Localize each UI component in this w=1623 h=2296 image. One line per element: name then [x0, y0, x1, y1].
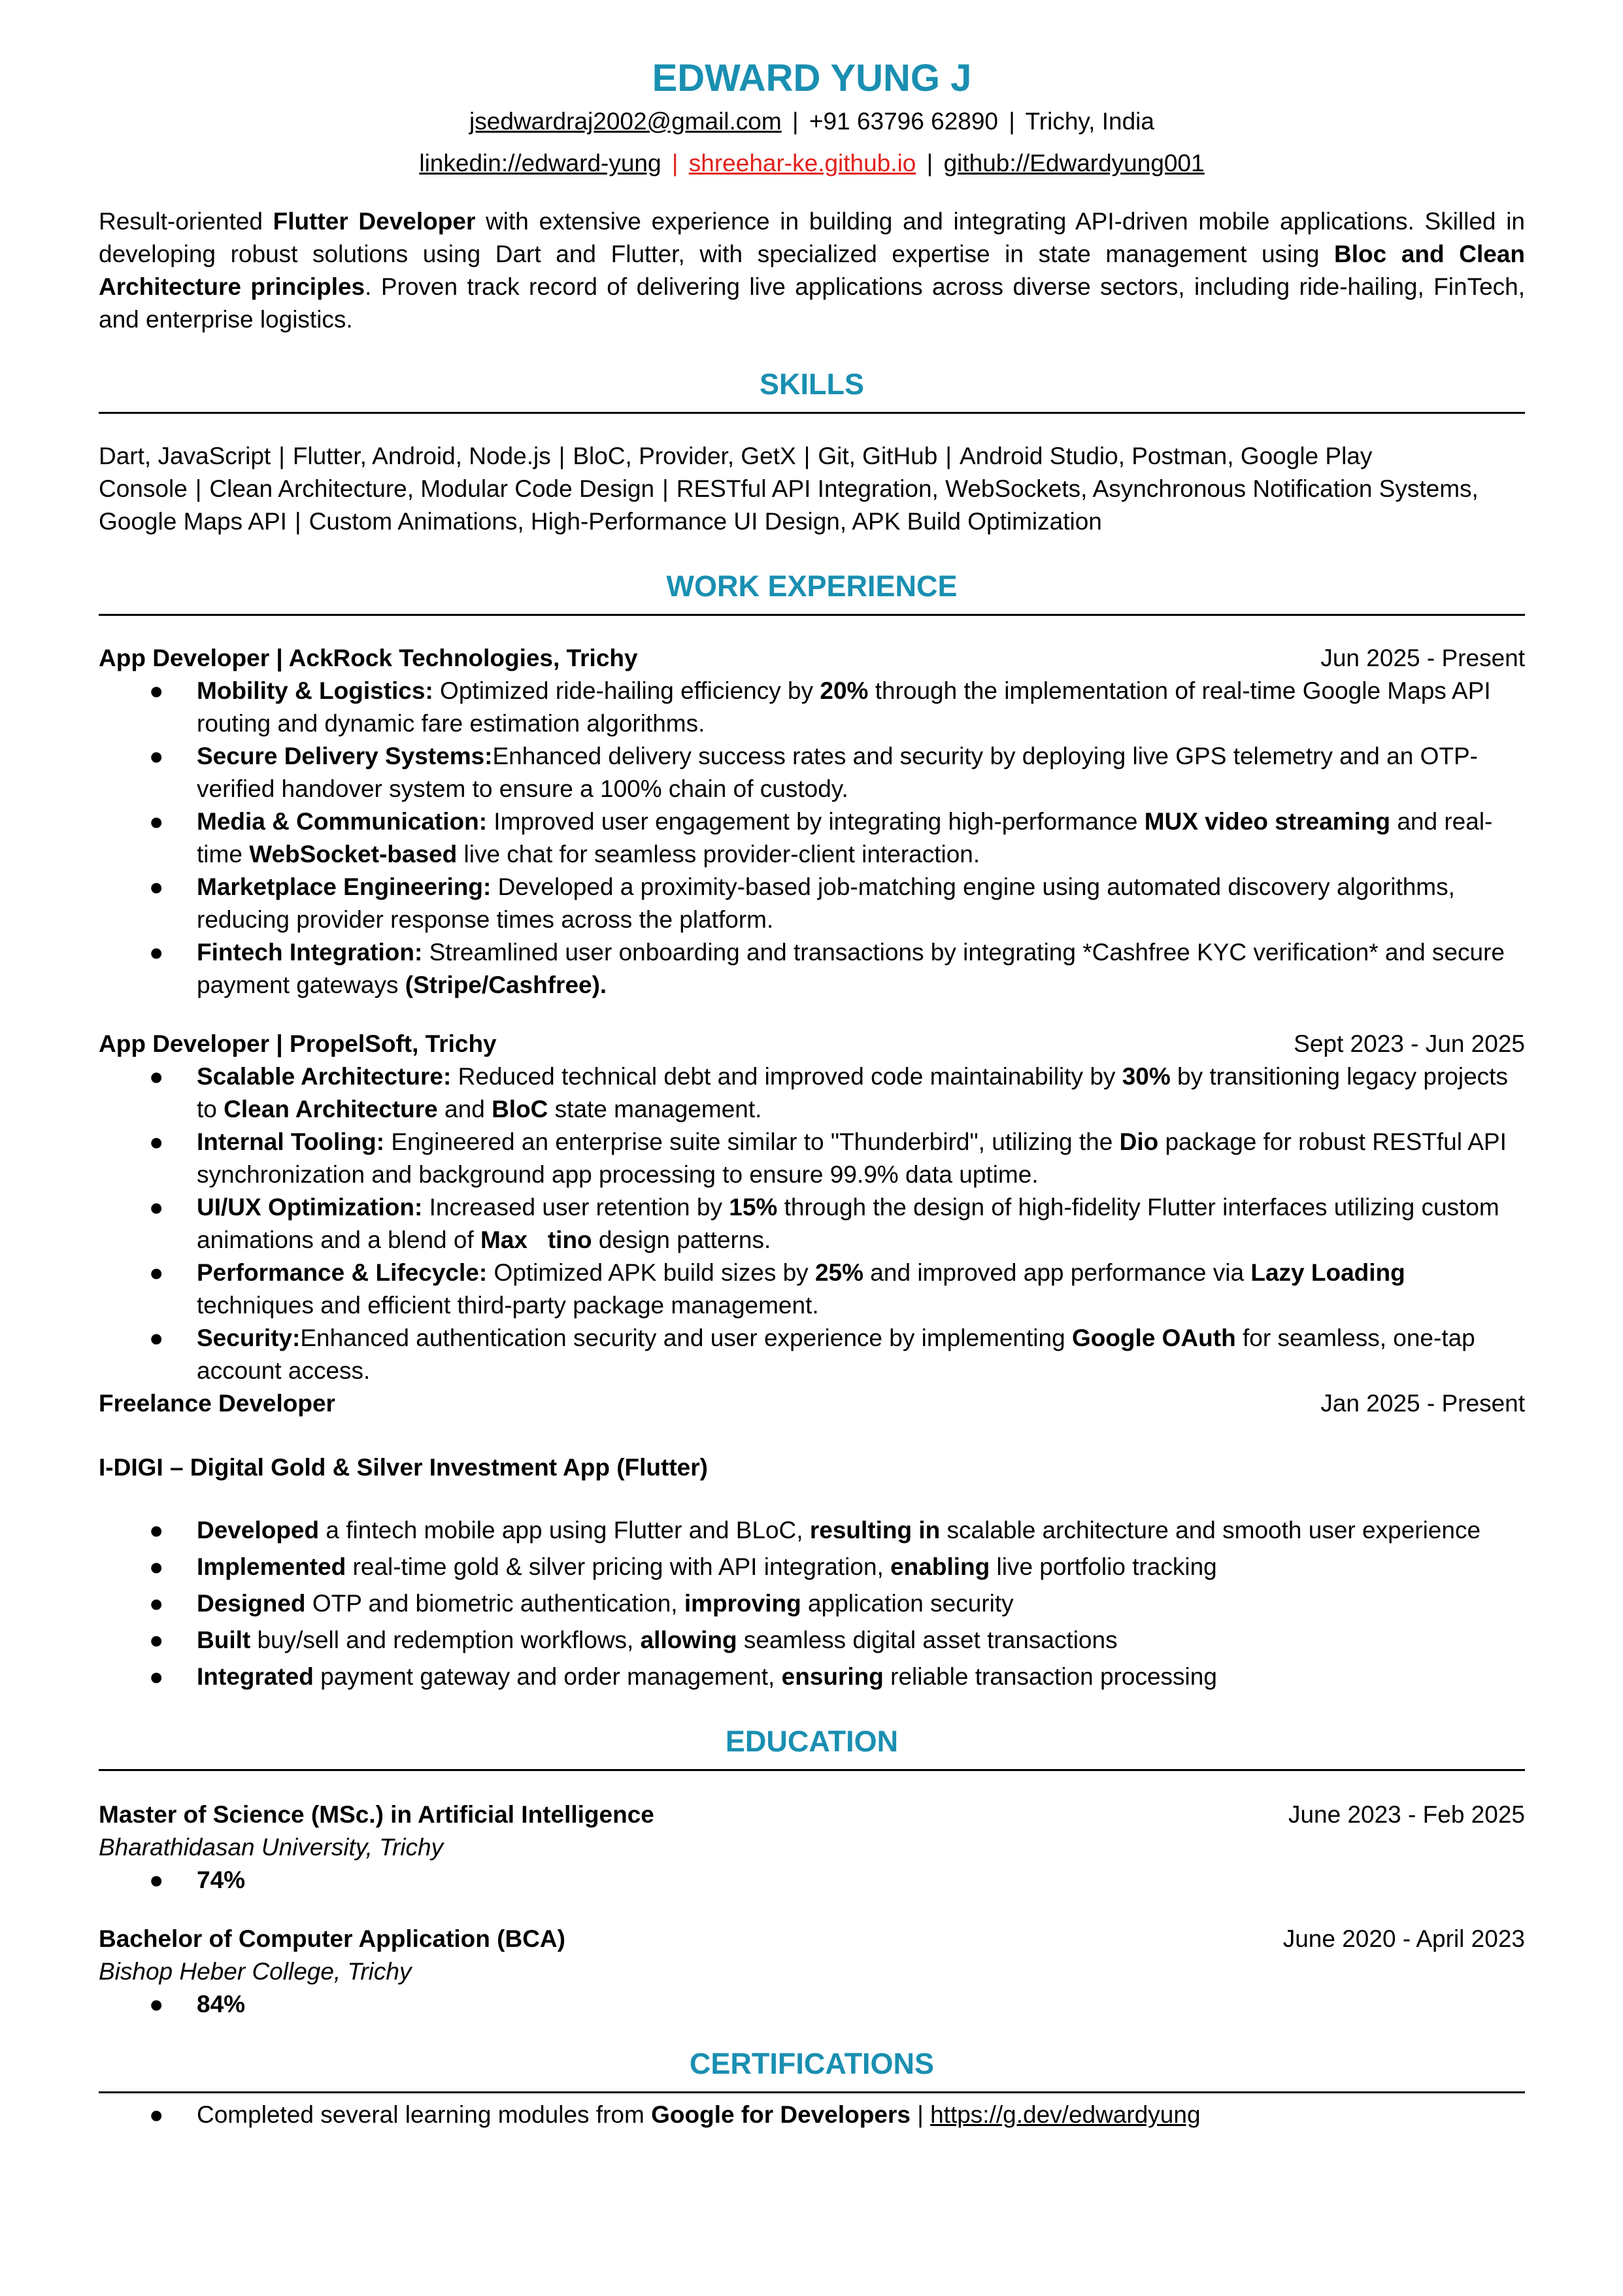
- separator: |: [910, 2101, 931, 2128]
- job-bullets: [99, 675, 1525, 1002]
- bullet-icon: ●: [149, 743, 164, 769]
- separator: |: [558, 443, 565, 469]
- education-entry: [99, 1923, 1525, 2021]
- list-item: ● Mobility & Logistics: Optimized ride-hailing efficiency by 20% through the implementation of real-time Google Maps API routing and dynamic fare estimation algorithms.: [99, 675, 1525, 740]
- job-entry: [99, 642, 1525, 1002]
- skill-group: Flutter, Android, Node.js: [292, 443, 551, 469]
- summary-text: with extensive experience in building and integrating API-driven mobile applications. Skilled in developing robust solutions using Dart and Flutter, with specialized expertise in state management using: [99, 208, 1526, 267]
- certification-list: [99, 2099, 1525, 2131]
- skills-list: [99, 440, 1525, 538]
- list-item: [99, 1864, 1525, 1897]
- job-header: [99, 1028, 1525, 1060]
- skill-group: RESTful API Integration, WebSockets, Asynchronous Notification Systems, Google Maps API: [99, 475, 1479, 535]
- list-item: [99, 2099, 1525, 2131]
- section-title-skills: SKILLS: [759, 367, 864, 401]
- phone: +91 63796 62890: [809, 108, 999, 135]
- summary-text: . Proven track record of delivering live applications across diverse sectors, including ride-hailing, FinTech, and enterprise logistics.: [99, 273, 1526, 333]
- section-divider: [99, 412, 1525, 414]
- separator: |: [671, 150, 678, 177]
- bullet-icon: ●: [149, 1128, 164, 1155]
- job-bullets: [99, 1060, 1525, 1387]
- bullet-icon: ●: [149, 939, 164, 966]
- list-item: [99, 1988, 1525, 2021]
- section-title-education: EDUCATION: [725, 1725, 899, 1758]
- education-bullets: [99, 1988, 1525, 2021]
- skill-group: BloC, Provider, GetX: [573, 443, 796, 469]
- job-entry: [99, 1387, 1525, 1693]
- bullet-icon: ●: [149, 1517, 164, 1544]
- degree: Master of Science (MSc.) in Artificial Intelligence: [99, 1801, 654, 1828]
- list-item: ● Fintech Integration: Streamlined user onboarding and transactions by integrating *Cashfree KYC verification* and secure payment gateways (Stripe/Cashfree).: [99, 936, 1525, 1002]
- job-dates: Sept 2023 - Jun 2025: [1294, 1030, 1525, 1057]
- job-header: [99, 1387, 1525, 1420]
- section-divider: [99, 1769, 1525, 1771]
- section-title-certifications: CERTIFICATIONS: [689, 2047, 935, 2080]
- summary-text: Result-oriented: [99, 208, 273, 235]
- section-divider: [99, 2091, 1525, 2093]
- skill-group: Git, GitHub: [818, 443, 938, 469]
- separator: |: [662, 475, 669, 502]
- bullet-icon: ●: [149, 808, 164, 835]
- bullet-icon: ●: [149, 1663, 164, 1690]
- job-entry: [99, 1028, 1525, 1387]
- linkedin-link[interactable]: linkedin://edward-yung: [419, 150, 661, 177]
- skill-group: Android Studio, Postman, Google Play Console: [99, 443, 1373, 502]
- candidate-name: EDWARD YUNG J: [652, 57, 972, 99]
- list-item: ● Built buy/sell and redemption workflows, allowing seamless digital asset transactions: [99, 1624, 1525, 1657]
- job-dates: Jan 2025 - Present: [1320, 1390, 1525, 1417]
- bullet-icon: ●: [149, 1866, 164, 1893]
- education-entry: [99, 1798, 1525, 1897]
- job-header: [99, 642, 1525, 675]
- separator: |: [195, 475, 202, 502]
- education-dates: June 2023 - Feb 2025: [1288, 1801, 1525, 1828]
- school-name: Bharathidasan University, Trichy: [99, 1834, 444, 1861]
- project-title: I-DIGI – Digital Gold & Silver Investment App (Flutter): [99, 1454, 708, 1481]
- list-item: ● Integrated payment gateway and order management, ensuring reliable transaction processing: [99, 1661, 1525, 1693]
- education-header: [99, 1923, 1525, 1955]
- list-item: ● Media & Communication: Improved user engagement by integrating high-performance MUX video streaming and real-time WebSocket-based live chat for seamless provider-client interaction.: [99, 805, 1525, 871]
- list-item: ● Performance & Lifecycle: Optimized APK build sizes by 25% and improved app performance via Lazy Loading techniques and efficient third-party package management.: [99, 1257, 1525, 1322]
- bullet-icon: ●: [149, 1590, 164, 1617]
- skill-group: Clean Architecture, Modular Code Design: [209, 475, 655, 502]
- bullet-icon: ●: [149, 873, 164, 900]
- section-title-work-experience: WORK EXPERIENCE: [666, 569, 958, 603]
- degree: Bachelor of Computer Application (BCA): [99, 1925, 565, 1952]
- score: 74%: [197, 1866, 246, 1893]
- bullet-icon: ●: [149, 1063, 164, 1090]
- summary-bold: Flutter Developer: [273, 208, 476, 235]
- cert-link[interactable]: https://g.dev/edwardyung: [930, 2101, 1201, 2128]
- separator: |: [926, 150, 933, 177]
- bullet-icon: ●: [149, 1194, 164, 1221]
- list-item: ● Developed a fintech mobile app using Flutter and BLoC, resulting in scalable architecture and smooth user experience: [99, 1514, 1525, 1547]
- education-dates: June 2020 - April 2023: [1282, 1925, 1525, 1952]
- bullet-icon: ●: [149, 677, 164, 704]
- email-link[interactable]: jsedwardraj2002@gmail.com: [469, 108, 782, 135]
- bullet-icon: ●: [149, 1553, 164, 1580]
- list-item: ● Security:Enhanced authentication security and user experience by implementing Google OAuth for seamless, one-tap account access.: [99, 1322, 1525, 1387]
- education-bullets: [99, 1864, 1525, 1897]
- github-link[interactable]: github://Edwardyung001: [943, 150, 1205, 177]
- list-item: ● Secure Delivery Systems:Enhanced delivery success rates and security by deploying live GPS telemetry and an OTP-verified handover system to ensure a 100% chain of custody.: [99, 740, 1525, 805]
- skill-group: Custom Animations, High-Performance UI Design, APK Build Optimization: [309, 508, 1102, 535]
- contact-line: [99, 105, 1525, 139]
- project-bullets: [99, 1514, 1525, 1693]
- separator: |: [803, 443, 811, 469]
- separator: |: [792, 108, 799, 135]
- separator: |: [278, 443, 285, 469]
- bullet-icon: ●: [149, 1627, 164, 1653]
- school-name: Bishop Heber College, Trichy: [99, 1958, 412, 1985]
- education-header: [99, 1798, 1525, 1831]
- skill-group: Dart, JavaScript: [99, 443, 271, 469]
- professional-summary: [99, 205, 1525, 336]
- job-title: App Developer | PropelSoft, Trichy: [99, 1030, 497, 1057]
- cert-text: Completed several learning modules from: [197, 2101, 652, 2128]
- cert-provider: Google for Developers: [651, 2101, 911, 2128]
- list-item: ● Marketplace Engineering: Developed a proximity-based job-matching engine using automated discovery algorithms, reducing provider response times across the platform.: [99, 871, 1525, 936]
- bullet-icon: ●: [149, 1325, 164, 1351]
- job-title: App Developer | AckRock Technologies, Trichy: [99, 645, 638, 671]
- score: 84%: [197, 1991, 246, 2017]
- list-item: ● Internal Tooling: Engineered an enterprise suite similar to "Thunderbird", utilizing the Dio package for robust RESTful API synchronization and background app processing to ensure 99.9% data uptime.: [99, 1126, 1525, 1191]
- bullet-icon: ●: [149, 1259, 164, 1286]
- separator: |: [294, 508, 301, 535]
- summary-bold: Bloc and Clean Architecture principles: [99, 241, 1525, 300]
- separator: |: [1009, 108, 1015, 135]
- list-item: ● Designed OTP and biometric authentication, improving application security: [99, 1587, 1525, 1620]
- links-line: [99, 146, 1525, 180]
- list-item: ● UI/UX Optimization: Increased user retention by 15% through the design of high-fidelity Flutter interfaces utilizing custom animations and a blend of Max tino design patterns.: [99, 1191, 1525, 1257]
- bullet-icon: ●: [149, 1991, 164, 2017]
- section-divider: [99, 614, 1525, 616]
- separator: |: [945, 443, 952, 469]
- website-link[interactable]: shreehar-ke.github.io: [688, 150, 916, 177]
- list-item: ● Scalable Architecture: Reduced technical debt and improved code maintainability by 30% by transitioning legacy projects to Clean Architecture and BloC state management.: [99, 1060, 1525, 1126]
- list-item: ● Implemented real-time gold & silver pricing with API integration, enabling live portfolio tracking: [99, 1551, 1525, 1583]
- location: Trichy, India: [1025, 108, 1154, 135]
- job-title: Freelance Developer: [99, 1390, 335, 1417]
- bullet-icon: ●: [149, 2101, 164, 2128]
- job-dates: Jun 2025 - Present: [1320, 645, 1525, 671]
